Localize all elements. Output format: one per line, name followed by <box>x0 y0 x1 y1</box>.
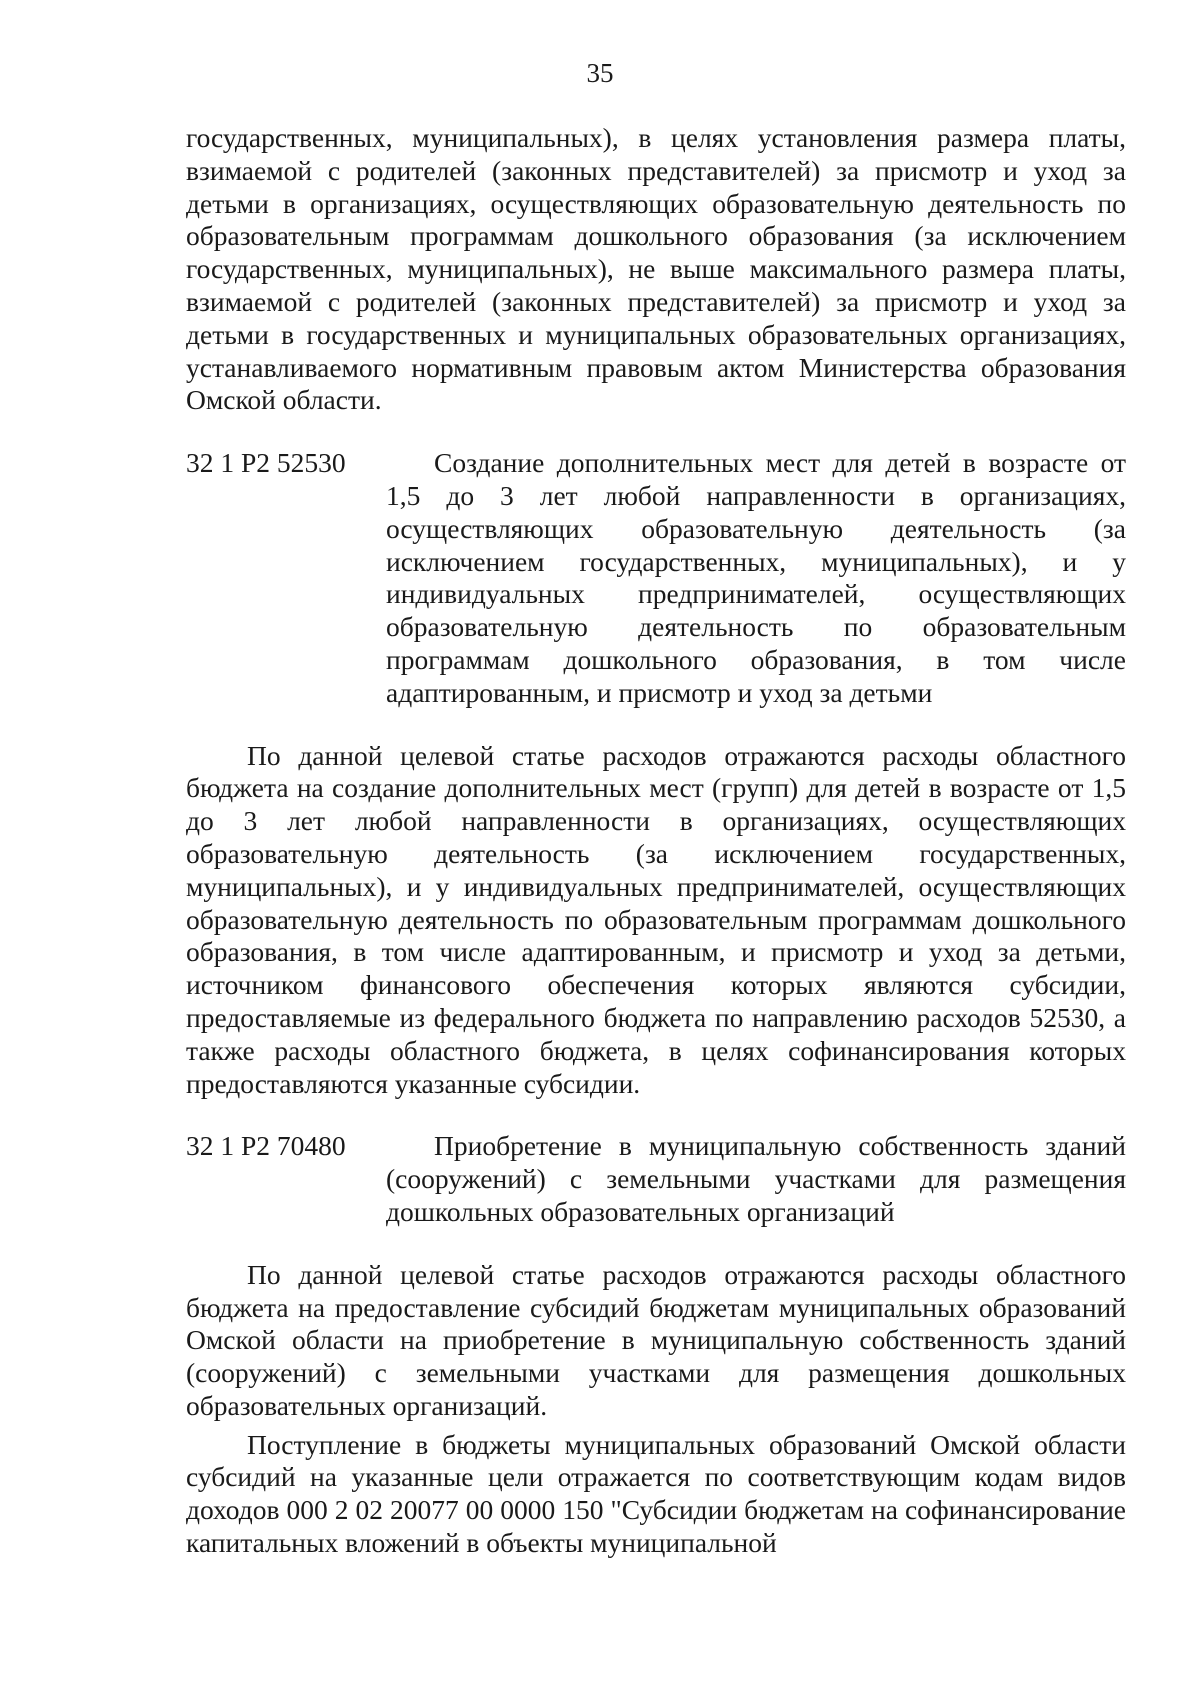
budget-code-entry <box>186 447 1126 709</box>
budget-code-description: Приобретение в муниципальную собственность зданий (сооружений) с земельными участками для размещения дошкольных образовательных организаций <box>386 1130 1126 1227</box>
page-number: 35 <box>586 58 614 88</box>
paragraph-explanation: По данной целевой статье расходов отражаются расходы областного бюджета на создание дополнительных мест (групп) для детей в возрасте от 1,5 до 3 лет любой направленности в организациях, осуществляющих образовательную деятельность (за исключением государственных, муниципальных), и у индивидуальных предпринимателей, осуществляющих образовательную деятельность по образовательным программам дошкольного образования, в том числе адаптированным, и присмотр и уход за детьми, источником финансового обеспечения которых являются субсидии, предоставляемые из федерального бюджета по направлению расходов 52530, а также расходы областного бюджета, в целях софинансирования которых предоставляются указанные субсидии. <box>186 739 1126 1099</box>
paragraph-explanation: По данной целевой статье расходов отражаются расходы областного бюджета на предоставление субсидий бюджетам муниципальных образований Омской области на приобретение в муниципальную собственность зданий (сооружений) с земельными участками для размещения дошкольных образовательных организаций. <box>186 1258 1126 1421</box>
paragraph-revenue: Поступление в бюджеты муниципальных образований Омской области субсидий на указанные цели отражается по соответствующим кодам видов доходов 000 2 02 20077 00 0000 150 "Субсидии бюджетам на софинансирование капитальных вложений в объекты муниципальной <box>186 1428 1126 1559</box>
document-body <box>186 122 1126 1560</box>
budget-code: 32 1 P2 52530 <box>186 447 346 479</box>
paragraph-continuation: государственных, муниципальных), в целях установления размера платы, взимаемой с родителей (законных представителей) за присмотр и уход за детьми в организациях, осуществляющих образовательную деятельность по образовательным программам дошкольного образования (за исключением государственных, муниципальных), не выше максимального размера платы, взимаемой с родителей (законных представителей) за присмотр и уход за детьми в государственных и муниципальных образовательных организациях, устанавливаемого нормативным правовым актом Министерства образования Омской области. <box>186 122 1126 416</box>
budget-code-description: Создание дополнительных мест для детей в возрасте от 1,5 до 3 лет любой направленности в организациях, осуществляющих образовательную деятельность (за исключением государственных, муниципальных), и у индивидуальных предпринимателей, осуществляющих образовательную деятельность по образовательным программам дошкольного образования, в том числе адаптированным, и присмотр и уход за детьми <box>386 447 1126 708</box>
budget-code-entry <box>186 1130 1126 1228</box>
budget-code: 32 1 P2 70480 <box>186 1130 346 1162</box>
